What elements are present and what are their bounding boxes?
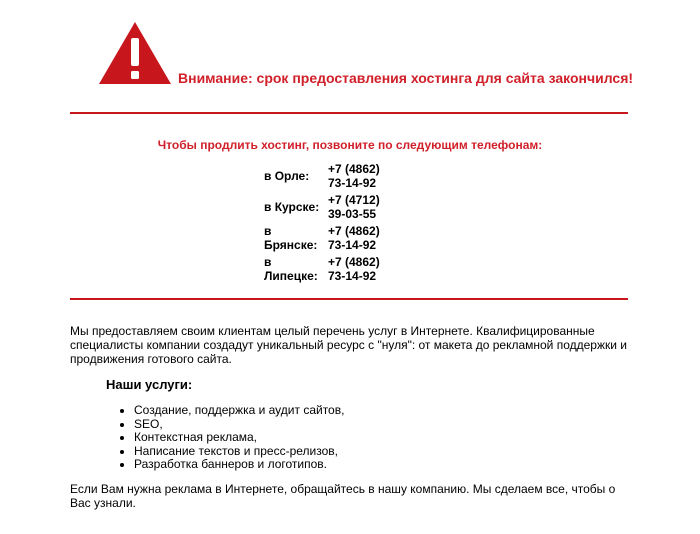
list-item: • Написание текстов и пресс-релизов,: [134, 445, 344, 459]
intro-paragraph: Мы предоставляем своим клиентам целый перечень услуг в Интернете. Квалифицированные специалисты компании создадут уникальный ресурс с "нуля": от макета до рекламной поддержки и продвижения готового сайта.: [70, 324, 627, 366]
services-heading: Наши услуги:: [106, 377, 193, 392]
list-item: • Контекстная реклама,: [134, 431, 344, 445]
top-divider: [70, 112, 628, 114]
city-label: в Брянске:: [264, 224, 318, 252]
bottom-divider: [70, 298, 628, 300]
services-list: [110, 404, 344, 472]
renew-instructions: Чтобы продлить хостинг, позвоните по следующим телефонам:: [157, 138, 543, 152]
phone-number[interactable]: +7 (4862) 73-14-92: [328, 162, 380, 190]
city-label: в Орле:: [264, 169, 310, 183]
list-item: • Создание, поддержка и аудит сайтов,: [134, 404, 344, 418]
list-item: • SEO,: [134, 418, 344, 432]
city-label: в Липецке:: [264, 255, 318, 283]
phone-row-lipetsk: [264, 255, 388, 283]
phone-number[interactable]: +7 (4712) 39-03-55: [328, 193, 380, 221]
phone-row-kursk: [264, 193, 388, 221]
phone-number[interactable]: +7 (4862) 73-14-92: [328, 224, 380, 252]
closing-paragraph: Если Вам нужна реклама в Интернете, обращайтесь в нашу компанию. Мы сделаем все, чтобы о Вас узнали.: [70, 482, 616, 510]
phone-number[interactable]: +7 (4862) 73-14-92: [328, 255, 380, 283]
warning-triangle-icon: [97, 20, 173, 86]
phone-row-orel: [264, 162, 388, 190]
phone-list: [264, 162, 388, 286]
phone-row-bryansk: [264, 224, 388, 252]
warning-title: Внимание: срок предоставления хостинга для сайта закончился!: [178, 70, 634, 86]
list-item: • Разработка баннеров и логотипов.: [134, 458, 344, 472]
city-label: в Курске:: [264, 200, 320, 214]
